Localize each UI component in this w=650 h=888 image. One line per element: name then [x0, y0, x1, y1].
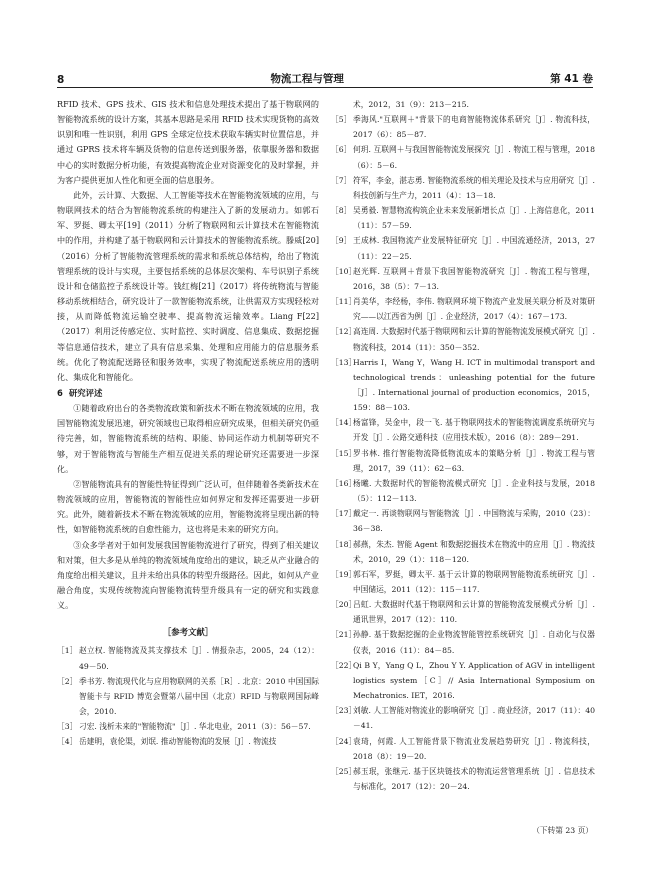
reference-text: 赵光辉. 互联网＋背景下我国智能物流研究［J］. 物流工程与管理，2016，38（5）：7－13.	[353, 266, 595, 291]
reference-item	[331, 446, 595, 476]
page-number: 8	[57, 74, 65, 86]
reference-item	[331, 734, 595, 764]
reference-text: 符军，李金，湛志勇. 智能物流系统的相关理论及技术与应用研究［J］. 科技创新与生产力，2011（4）：13－18.	[353, 175, 595, 200]
journal-title: 物流工程与管理	[270, 73, 344, 85]
reference-item	[331, 506, 595, 536]
reference-text: 肖美华，李经杨，李伟. 物联网环境下物流产业发展关联分析及对策研究——以江西省为例［J］. 企业经济，2017（4）：167－173.	[353, 297, 595, 322]
reference-item	[331, 142, 595, 172]
section-heading	[57, 386, 319, 401]
section-title: 研究评述	[68, 387, 103, 398]
continued-note: （下转第 23 页）	[532, 826, 593, 835]
reference-item	[331, 355, 595, 416]
reference-text: Harris I，Wang Y，Wang H. ICT in multimodal transport and technological trends：unleashing potential for the future［J］. International journal of production economics，2015，159：88－103.	[353, 357, 595, 413]
reference-number: ［19］	[331, 569, 357, 579]
reference-number: ［5］	[331, 115, 352, 125]
reference-text: 术，2012，31（9）：213－215.	[353, 100, 469, 109]
reference-item	[331, 415, 595, 445]
reference-number: ［15］	[331, 448, 357, 458]
reference-item	[331, 537, 595, 567]
reference-text: 赵立权. 智能物流及其支撑技术［J］. 情报杂志，2005，24（12）：49－50.	[79, 646, 319, 671]
reference-number: ［25］	[331, 766, 357, 776]
reference-item	[331, 97, 595, 112]
reference-number: ［8］	[331, 206, 352, 216]
reference-item	[57, 719, 319, 734]
reference-list	[331, 97, 595, 794]
reference-text: 郭石军，罗挺，卿太平. 基于云计算的物联网智能物流系统研究［J］. 中国储运，2011（12）：115－117.	[353, 569, 595, 594]
reference-item	[331, 203, 595, 233]
reference-number: ［24］	[331, 736, 357, 746]
paragraph: ②智能物流具有的智能性特征得到广泛认可，但伴随着各类新技术在物流领域的应用，智能物流的智能性应如何界定和发挥还需要进一步研究。此外，随着新技术不断在物流领域的应用，智能物流将呈现出新的特性，如智能物流系统的自愈性能力，这也将是未来的研究方向。	[57, 478, 319, 535]
reference-number: ［6］	[331, 145, 352, 155]
reference-list	[57, 643, 319, 749]
reference-text: 季海风."互联网＋"背景下的电商智能物流体系研究［J］. 物流科技，2017（6）：85－87.	[353, 115, 595, 140]
reference-number: ［2］	[57, 676, 78, 686]
left-column	[57, 97, 319, 750]
reference-number: ［9］	[331, 236, 352, 246]
header-rule	[57, 87, 593, 88]
paragraph: 此外，云计算、大数据、人工智能等技术在智能物流领域的应用，与物联网技术的结合为智能物流系统的构建注入了新的发展动力。如郭石军、罗挺、卿太平[19]（2011）分析了物联网和云计算技术在智能物流中的作用，并构建了基于物联网和云计算技术的智能物流系统。滕威[20]（2016）分析了智能物流管理系统的需求和系统总体结构，给出了物流管理系统的设计与实现，主要包括系统的总体层次架构、车号识别子系统设计和仓储监控子系统设计等。钱红梅[21]（2017）将传统物流与智能移动系统相结合，研究设计了一款智能物流系统，让供需双方实现轻松对接，从而降低物流运输空驶率、提高物流运输效率。Liang F[22]（2017）利用泛传感定位、实时监控、实时调度、信息集成、数据挖掘等信息通信技术，建立了具有信息采集、处理和应用能力的信息服务系统。优化了物流配送路径和服务效率，实现了物流配送系统应用的透明化、集成化和智能化。	[57, 189, 319, 382]
reference-item	[331, 567, 595, 597]
reference-item	[331, 597, 595, 627]
volume-label: 第 41 卷	[550, 73, 593, 85]
right-column	[331, 97, 595, 794]
reference-text: 刁宏. 浅析未来的"智能物流"［J］. 华北电业，2011（3）：56－57.	[79, 722, 311, 732]
paragraph: RFID 技术、GPS 技术、GIS 技术和信息处理技术提出了基于物联网的智能物流系统的设计方案，其基本思路是采用 RFID 技术实现货物的高效识别和唯一性识别，利用 GPS 全球定位技术获取车辆实时位置信息，并通过 GPRS 技术将车辆及货物的信息传送到服务器，依靠服务器和数据中心的实时数据分析功能，有效提高物流企业对资源变化的及时掌握，并为客户提供更加人性化和更全面的信息服务。	[57, 99, 319, 185]
reference-text: 刘敏. 人工智能对物流业的影响研究［J］. 商业经济，2017（11）：40－41.	[353, 706, 595, 731]
reference-text: 罗书林. 推行智能物流降低物流成本的策略分析［J］. 物流工程与管理，2017，39（11）：62－63.	[353, 448, 595, 473]
reference-number: ［12］	[331, 327, 357, 337]
reference-text: Qi B Y，Yang Q L，Zhou Y Y. Application of AGV in intelligent logistics system［C］// Asia International Symposium on Mechatronics. IET，2016.	[353, 660, 595, 701]
page-header	[57, 70, 593, 86]
reference-text: 戴定一. 再谈物联网与智能物流［J］. 中国物流与采购，2010（23）：36－38.	[353, 509, 595, 534]
reference-number: ［20］	[331, 600, 357, 610]
reference-number: ［4］	[57, 737, 78, 747]
reference-number: ［7］	[331, 175, 352, 185]
reference-text: 孙静. 基于数据挖掘的企业物流智能管控系统研究［J］. 自动化与仪器仪表，2016（11）：84－85.	[353, 630, 595, 655]
reference-item	[331, 294, 595, 324]
reference-text: 何玥. 互联网＋与我国智能物流发展探究［J］. 物流工程与管理，2018（6）：5－6.	[353, 145, 595, 170]
reference-text: 袁琦，何霞. 人工智能背景下物流业发展趋势研究［J］. 物流科技，2018（8）：19－20.	[353, 736, 595, 761]
reference-text: 杨曦. 大数据时代的智能物流模式研究［J］. 企业科技与发展，2018（5）：112－113.	[353, 478, 595, 504]
reference-text: 季书芳. 物流现代化与应用物联网的关系［R］. 北京：2010 中国国际智能卡与 RFID 博览会暨第八届中国（北京）RFID 与物联网国际峰会，2010.	[79, 676, 319, 717]
section-number: 6	[57, 387, 63, 398]
references-title: ［参考文献］	[162, 627, 214, 638]
reference-item	[331, 324, 595, 354]
reference-number: ［11］	[331, 297, 357, 307]
reference-text: 杨富锋，吴金中，段一飞. 基于物联网技术的智能物流调度系统研究与开发［J］. 公路交通科技（应用技术版），2016（8）：289－291.	[353, 418, 595, 443]
reference-item	[57, 674, 319, 719]
reference-item	[331, 173, 595, 203]
paragraph: ③众多学者对于如何发展我国智能物流进行了研究，得到了相关建议和对策，但大多是从单纯的物流领域角度给出的建议，缺乏从产业融合的角度给出相关建议，且并未给出具体的转型升级路径。因此，如何从产业融合角度，实现传统物流向智能物流转型升级具有一定的研究和实践意义。	[57, 539, 319, 611]
reference-number: ［21］	[331, 630, 357, 640]
reference-number: ［18］	[331, 539, 357, 549]
reference-number: ［3］	[57, 722, 78, 732]
reference-item	[331, 112, 595, 142]
reference-item	[331, 764, 595, 794]
reference-text: 吕虹. 大数据时代基于物联网和云计算的智能物流发展模式分析［J］. 通讯世界，2017（12）：110.	[353, 600, 595, 625]
reference-number: ［22］	[331, 660, 357, 670]
reference-item	[331, 627, 595, 657]
reference-number: ［1］	[57, 646, 78, 656]
reference-text: 郝燕，朱杰. 智能 Agent 和数据挖掘技术在物流中的应用［J］. 物流技术，2010，29（1）：118－120.	[353, 539, 595, 564]
reference-number: ［14］	[331, 418, 357, 428]
reference-item	[331, 658, 595, 703]
reference-text: 郝玉珉，张继元. 基于区块链技术的物流运营管理系统［J］. 信息技术与标准化，2017（12）：20－24.	[353, 766, 595, 792]
paragraph: ①随着政府出台的各类物流政策和新技术不断在物流领域的应用，我国智能物流发展迅速，研究领域也已取得相应研究成果，但相关研究仍亟待完善，如，智能物流系统的结构、职能、协同运作动力机制等研究不够，对于智能物流与智能生产相互促进关系的理论研究还需要进一步深化。	[57, 403, 319, 474]
reference-item	[331, 703, 595, 733]
reference-item	[57, 643, 319, 673]
reference-number: ［13］	[331, 357, 357, 367]
reference-number: ［16］	[331, 478, 357, 488]
reference-text: 王成林. 我国物流产业发展特征研究［J］. 中国流通经济，2013，27（11）：22－25.	[353, 236, 595, 261]
reference-item	[331, 264, 595, 294]
reference-number: ［10］	[331, 266, 357, 276]
reference-number: ［17］	[331, 509, 357, 519]
reference-text: 吴勇毅. 智慧物流构筑企业未来发展新增长点［J］. 上海信息化，2011（11）：57－59.	[353, 206, 595, 231]
reference-item	[331, 476, 595, 506]
reference-text: 岳建明，袁伦渠，刘氓. 推动智能物流的发展［J］. 物流技	[79, 737, 277, 747]
reference-item	[57, 734, 319, 749]
reference-text: 高连周. 大数据时代基于物联网和云计算的智能物流发展模式研究［J］. 物流科技，2014（11）：350－352.	[353, 327, 595, 352]
reference-number: ［23］	[331, 706, 357, 716]
reference-item	[331, 233, 595, 263]
